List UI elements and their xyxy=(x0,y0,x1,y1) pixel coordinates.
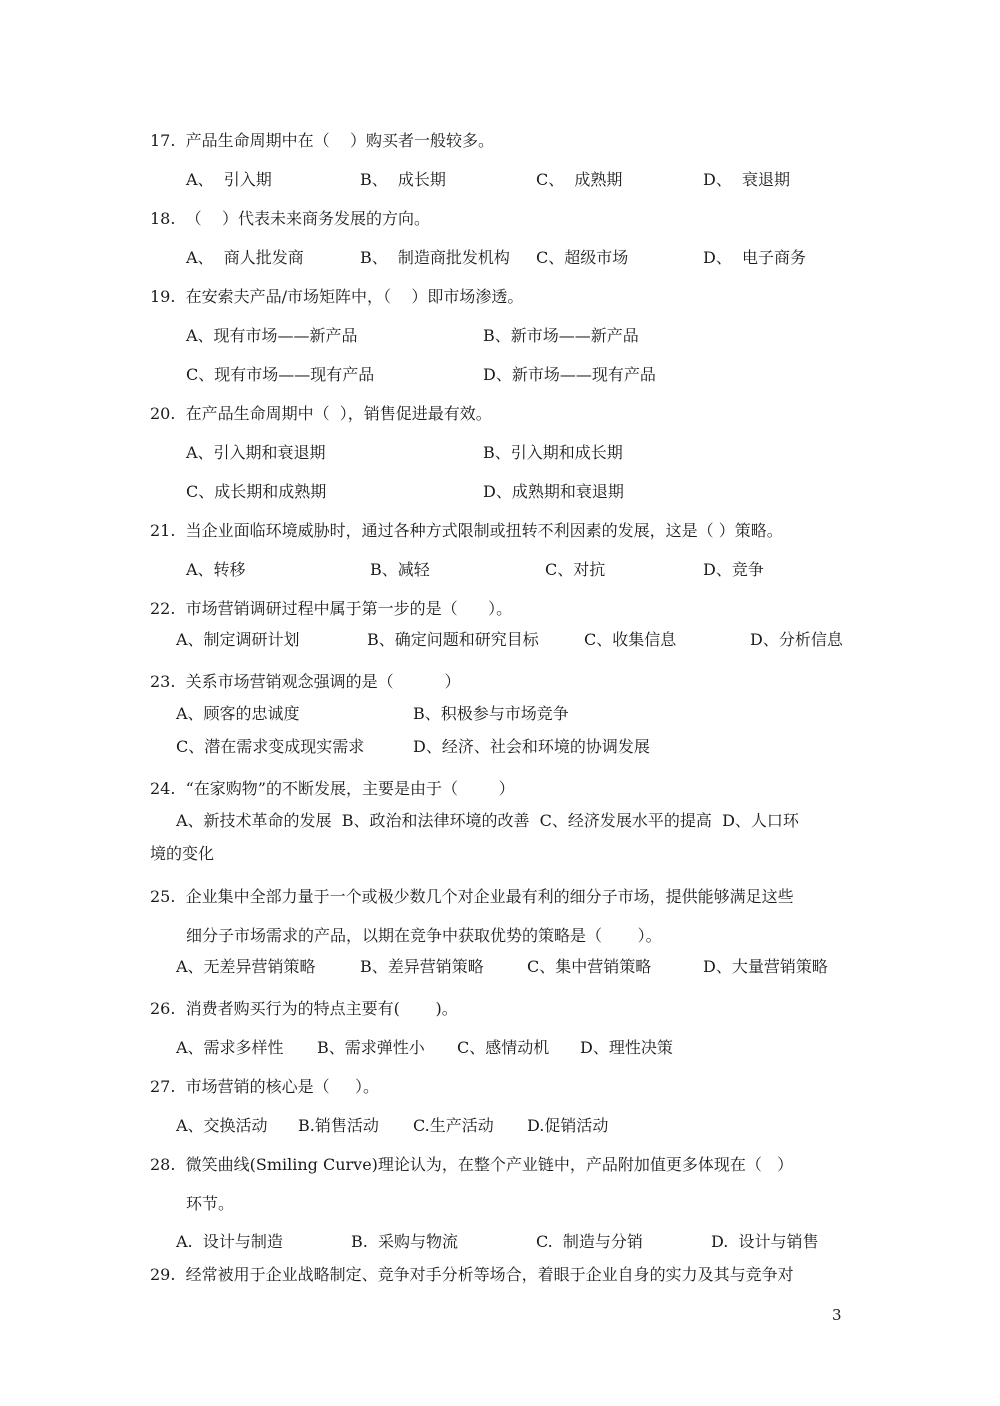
question-23-option-a: A、顾客的忠诚度 xyxy=(176,704,300,723)
question-28-option-c: C. 制造与分销 xyxy=(536,1232,643,1251)
question-26-stem: 26. 消费者购买行为的特点主要有( )。 xyxy=(150,999,458,1018)
question-20-option-c: C、成长期和成熟期 xyxy=(186,482,327,501)
question-18-option-c: C、超级市场 xyxy=(536,248,629,267)
question-22-option-c: C、收集信息 xyxy=(584,630,677,649)
question-19-option-b: B、新市场——新产品 xyxy=(483,326,639,345)
question-28-stem-line-1: 28. 微笑曲线(Smiling Curve)理论认为，在整个产业链中，产品附加值更多体现在（ ） xyxy=(150,1155,794,1174)
question-28-option-a: A. 设计与制造 xyxy=(176,1232,283,1251)
question-24-options-line-2: 境的变化 xyxy=(150,844,215,863)
question-23-option-b: B、积极参与市场竞争 xyxy=(413,704,569,723)
question-18-option-a: A、 商人批发商 xyxy=(186,248,304,267)
question-26-option-d: D、理性决策 xyxy=(580,1038,673,1057)
question-25-stem-line-2: 细分子市场需求的产品，以期在竞争中获取优势的策略是（ ）。 xyxy=(186,926,662,945)
question-27-option-a: A、交换活动 xyxy=(176,1116,268,1135)
question-17-stem: 17. 产品生命周期中在（ ）购买者一般较多。 xyxy=(150,131,494,150)
question-28-option-b: B. 采购与物流 xyxy=(351,1232,459,1251)
question-18-option-b: B、 制造商批发机构 xyxy=(360,248,510,267)
question-21-option-a: A、转移 xyxy=(186,560,246,579)
question-19-stem: 19. 在安索夫产品/市场矩阵中，（ ）即市场渗透。 xyxy=(150,287,524,306)
question-25-option-c: C、集中营销策略 xyxy=(527,957,652,976)
question-21-option-c: C、对抗 xyxy=(545,560,606,579)
question-27-option-b: B.销售活动 xyxy=(298,1116,379,1135)
question-25-stem-line-1: 25. 企业集中全部力量于一个或极少数几个对企业最有利的细分子市场，提供能够满足这些 xyxy=(150,887,794,906)
question-21-option-d: D、竞争 xyxy=(703,560,764,579)
question-17-option-c: C、 成熟期 xyxy=(536,170,623,189)
question-19-option-a: A、现有市场——新产品 xyxy=(186,326,358,345)
question-29-stem: 29. 经常被用于企业战略制定、竞争对手分析等场合，着眼于企业自身的实力及其与竞争对 xyxy=(150,1265,794,1284)
question-20-option-b: B、引入期和成长期 xyxy=(483,443,623,462)
question-20-option-d: D、成熟期和衰退期 xyxy=(483,482,624,501)
question-27-option-c: C.生产活动 xyxy=(413,1116,494,1135)
question-25-option-d: D、大量营销策略 xyxy=(703,957,828,976)
question-20-stem: 20. 在产品生命周期中（ ），销售促进最有效。 xyxy=(150,404,492,423)
question-18-option-d: D、 电子商务 xyxy=(703,248,807,267)
question-25-option-a: A、无差异营销策略 xyxy=(176,957,316,976)
question-23-stem: 23. 关系市场营销观念强调的是（ ） xyxy=(150,672,461,691)
question-25-option-b: B、差异营销策略 xyxy=(360,957,484,976)
question-24-options-line-1: A、新技术革命的发展 B、政治和法律环境的改善 C、经济发展水平的提高 D、人口环 xyxy=(176,811,799,830)
question-22-option-a: A、制定调研计划 xyxy=(176,630,300,649)
question-23-option-c: C、潜在需求变成现实需求 xyxy=(176,737,365,756)
page-number: 3 xyxy=(832,1306,842,1324)
question-19-option-c: C、现有市场——现有产品 xyxy=(186,365,375,384)
question-22-stem: 22. 市场营销调研过程中属于第一步的是（ ）。 xyxy=(150,599,513,618)
question-17-option-b: B、 成长期 xyxy=(360,170,446,189)
question-28-stem-line-2: 环节。 xyxy=(186,1194,235,1213)
question-23-option-d: D、经济、社会和环境的协调发展 xyxy=(413,737,650,756)
question-17-option-a: A、 引入期 xyxy=(186,170,272,189)
question-27-stem: 27. 市场营销的核心是（ ）。 xyxy=(150,1077,380,1096)
question-21-stem: 21. 当企业面临环境威胁时，通过各种方式限制或扭转不利因素的发展，这是（ ）策略。 xyxy=(150,521,783,540)
question-21-option-b: B、减轻 xyxy=(370,560,430,579)
question-27-option-d: D.促销活动 xyxy=(527,1116,609,1135)
question-18-stem: 18. （ ）代表未来商务发展的方向。 xyxy=(150,209,430,228)
question-19-option-d: D、新市场——现有产品 xyxy=(483,365,656,384)
question-20-option-a: A、引入期和衰退期 xyxy=(186,443,326,462)
question-26-option-c: C、感情动机 xyxy=(457,1038,550,1057)
question-17-option-d: D、 衰退期 xyxy=(703,170,791,189)
question-24-stem: 24. “在家购物”的不断发展，主要是由于（ ） xyxy=(150,779,515,798)
question-26-option-b: B、需求弹性小 xyxy=(317,1038,425,1057)
question-22-option-d: D、分析信息 xyxy=(750,630,843,649)
question-28-option-d: D. 设计与销售 xyxy=(711,1232,819,1251)
question-22-option-b: B、确定问题和研究目标 xyxy=(367,630,539,649)
question-26-option-a: A、需求多样性 xyxy=(176,1038,284,1057)
